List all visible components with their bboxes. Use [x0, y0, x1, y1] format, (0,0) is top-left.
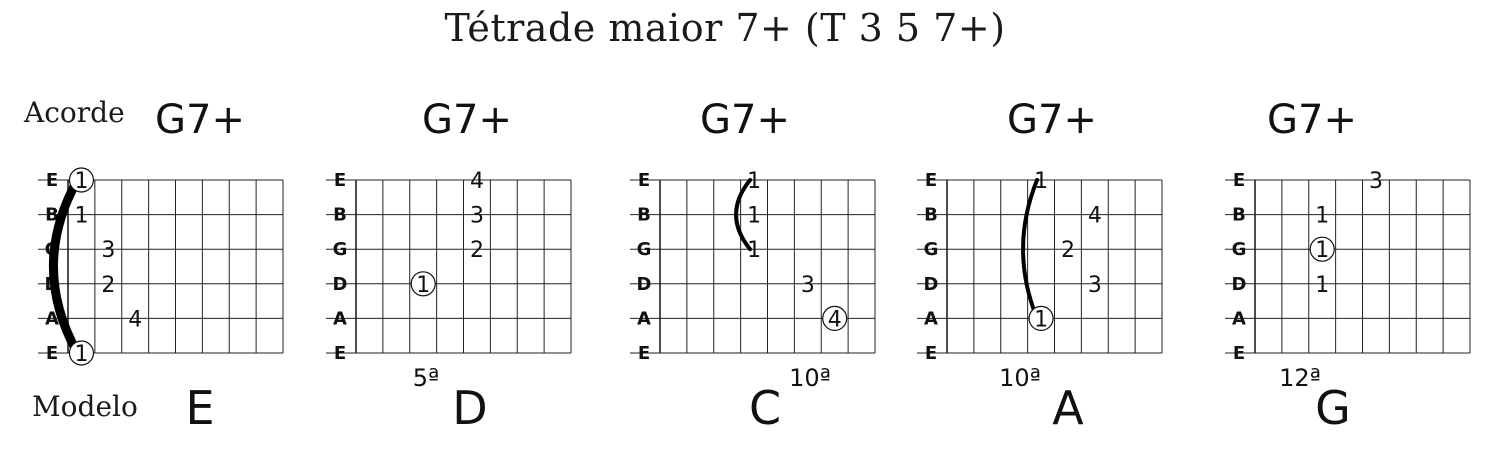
finger-number: 3: [800, 272, 815, 298]
fret-position-2: 5ª: [412, 364, 440, 392]
finger-number: 2: [101, 272, 116, 298]
finger-number: 1: [747, 238, 762, 264]
string-label: B: [333, 204, 347, 226]
modelo-row-label: Modelo: [32, 390, 138, 423]
model-letter-3: C: [748, 381, 782, 435]
fret-position-4: 10ª: [999, 364, 1041, 392]
acorde-row-label: Acorde: [24, 96, 125, 129]
string-label: B: [637, 204, 651, 226]
string-label: E: [637, 170, 651, 191]
chord-name-3: G7+: [700, 97, 790, 143]
string-label: E: [45, 343, 59, 364]
string-label: B: [45, 204, 59, 226]
string-label: E: [1232, 343, 1246, 364]
string-label: D: [332, 273, 348, 295]
string-label: D: [636, 273, 652, 295]
string-label: E: [924, 170, 938, 191]
chord-name-5: G7+: [1267, 97, 1357, 143]
finger-number: 2: [1060, 238, 1075, 264]
finger-number: 1: [1034, 307, 1049, 333]
string-label: G: [1231, 239, 1247, 261]
string-label: A: [924, 308, 938, 330]
model-letter-2: D: [452, 381, 488, 435]
fret-position-3: 10ª: [789, 364, 831, 392]
fret-position-5: 12ª: [1279, 364, 1321, 392]
finger-number: 3: [1368, 169, 1383, 194]
finger-number: 2: [469, 238, 484, 264]
finger-number: 1: [747, 169, 762, 194]
finger-number: 1: [1034, 169, 1049, 194]
string-label: E: [1232, 170, 1246, 191]
string-label: E: [333, 170, 347, 191]
string-label: A: [637, 308, 651, 330]
string-label: A: [45, 308, 59, 330]
finger-number: 1: [1315, 238, 1330, 264]
finger-number: 1: [74, 342, 89, 367]
string-label: G: [332, 239, 348, 261]
finger-number: 3: [101, 238, 116, 264]
finger-number: 1: [1315, 203, 1330, 229]
finger-number: 3: [1087, 272, 1102, 298]
finger-number: 4: [469, 169, 484, 194]
finger-number: 1: [416, 272, 431, 298]
finger-number: 1: [74, 169, 89, 194]
string-label: A: [1232, 308, 1246, 330]
string-label: A: [333, 308, 347, 330]
string-label: G: [44, 239, 60, 261]
string-label: E: [45, 170, 59, 191]
string-label: D: [1231, 273, 1247, 295]
string-label: G: [923, 239, 939, 261]
finger-number: 4: [1087, 203, 1102, 229]
string-label: B: [924, 204, 938, 226]
string-label: E: [924, 343, 938, 364]
string-label: G: [636, 239, 652, 261]
model-letter-1: E: [185, 381, 215, 435]
chord-name-4: G7+: [1007, 97, 1097, 143]
chord-name-2: G7+: [422, 97, 512, 143]
string-label: E: [333, 343, 347, 364]
string-label: D: [44, 273, 60, 295]
finger-number: 4: [128, 307, 143, 333]
string-label: D: [923, 273, 939, 295]
finger-number: 1: [747, 203, 762, 229]
finger-number: 3: [469, 203, 484, 229]
model-letter-4: A: [1052, 381, 1084, 435]
string-label: B: [1232, 204, 1246, 226]
page-title: Tétrade maior 7+ (T 3 5 7+): [444, 6, 1006, 50]
finger-number: 1: [1315, 272, 1330, 298]
finger-number: 4: [827, 307, 842, 333]
string-label: E: [637, 343, 651, 364]
finger-number: 1: [74, 203, 89, 229]
model-letter-5: G: [1315, 381, 1351, 435]
chord-name-1: G7+: [155, 97, 245, 143]
